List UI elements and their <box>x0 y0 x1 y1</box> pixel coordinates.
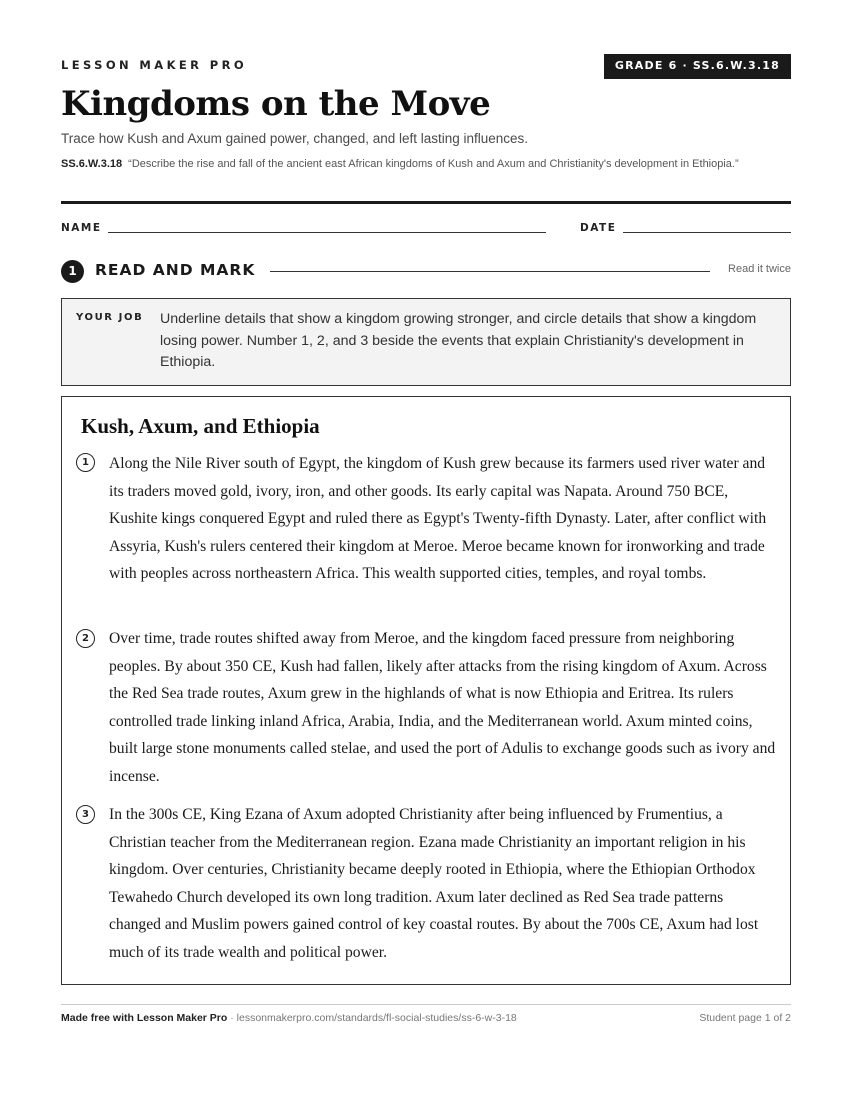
name-date-fields <box>61 222 791 238</box>
your-job-label: YOUR JOB <box>76 312 144 323</box>
name-field[interactable] <box>108 232 546 233</box>
footer-credit <box>61 1012 517 1024</box>
reading-paragraph: Over time, trade routes shifted away from Meroe, and the kingdom faced pressure from neighboring peoples. By about 350 CE, Kush had fallen, likely after attacks from the rising kingdom of Axum. Across the Red Sea trade routes, Axum grew in the highlands of what is now Ethiopia and Eritrea. Its rulers controlled trade linking inland Africa, Arabia, India, and the Mediterranean world. Axum minted coins, built large stone monuments called stelae, and used the port of Adulis to exchange goods such as ivory and incense. <box>109 630 776 785</box>
standard-statement <box>61 156 791 173</box>
name-label: NAME <box>61 222 102 234</box>
page-title: Kingdoms on the Move <box>61 84 491 124</box>
grade-badge: GRADE 6 · SS.6.W.3.18 <box>604 54 791 79</box>
standard-text: “Describe the rise and fall of the ancient east African kingdoms of Kush and Axum and Christianity's development in Ethiopia.” <box>128 158 739 170</box>
brand-label: LESSON MAKER PRO <box>61 58 248 72</box>
footer-divider <box>61 1004 791 1005</box>
paragraph-number-badge: 3 <box>76 805 95 824</box>
header-divider <box>61 201 791 204</box>
section-read-and-mark <box>61 260 791 282</box>
your-job-instructions: Underline details that show a kingdom growing stronger, and circle details that show a kingdom losing power. Number 1, 2, and 3 beside the events that explain Christianity's development in Ethiopia. <box>160 311 757 370</box>
your-job-box <box>61 298 791 386</box>
section-title: READ AND MARK <box>95 261 256 279</box>
date-field[interactable] <box>623 232 791 233</box>
reading-paragraph: In the 300s CE, King Ezana of Axum adopted Christianity after being influenced by Frumentius, a Christian teacher from the Mediterranean region. Ezana made Christianity an important religion in his kingdom. Over centuries, Christianity became deeply rooted in Ethiopia, where the Ethiopian Orthodox Tewahedo Church developed its own long tradition. Axum later declined as Red Sea trade patterns changed and Muslim powers gained control of key coastal routes. By about the 700s CE, Axum had lost much of its trade wealth and political power. <box>109 806 759 961</box>
reading-title: Kush, Axum, and Ethiopia <box>81 414 320 438</box>
date-label: DATE <box>580 222 617 234</box>
reading-paragraph: Along the Nile River south of Egypt, the kingdom of Kush grew because its farmers used river water and its traders moved gold, ivory, iron, and other goods. Its early capital was Napata. Around 750 BCE, Kushite kings conquered Egypt and ruled there as Egypt's Twenty-fifth Dynasty. Later, after conflict with Assyria, Kush's rulers centered their kingdom at Meroe. Meroe became known for ironworking and trade with peoples across northeastern Africa. This wealth supported cities, temples, and royal tombs. <box>109 455 767 583</box>
reading-passage-box <box>61 396 791 985</box>
standard-code: SS.6.W.3.18 <box>61 158 123 170</box>
paragraph-number-badge: 1 <box>76 453 95 472</box>
footer-page-number: Student page 1 of 2 <box>699 1012 791 1024</box>
section-rule <box>270 271 710 272</box>
section-note: Read it twice <box>728 263 791 275</box>
section-number-badge: 1 <box>61 260 84 283</box>
page-subtitle: Trace how Kush and Axum gained power, changed, and left lasting influences. <box>61 131 529 146</box>
paragraph-number-badge: 2 <box>76 629 95 648</box>
footer-url[interactable]: · lessonmakerpro.com/standards/fl-social-studies/ss-6-w-3-18 <box>227 1012 517 1024</box>
footer-made-with: Made free with Lesson Maker Pro <box>61 1012 228 1024</box>
